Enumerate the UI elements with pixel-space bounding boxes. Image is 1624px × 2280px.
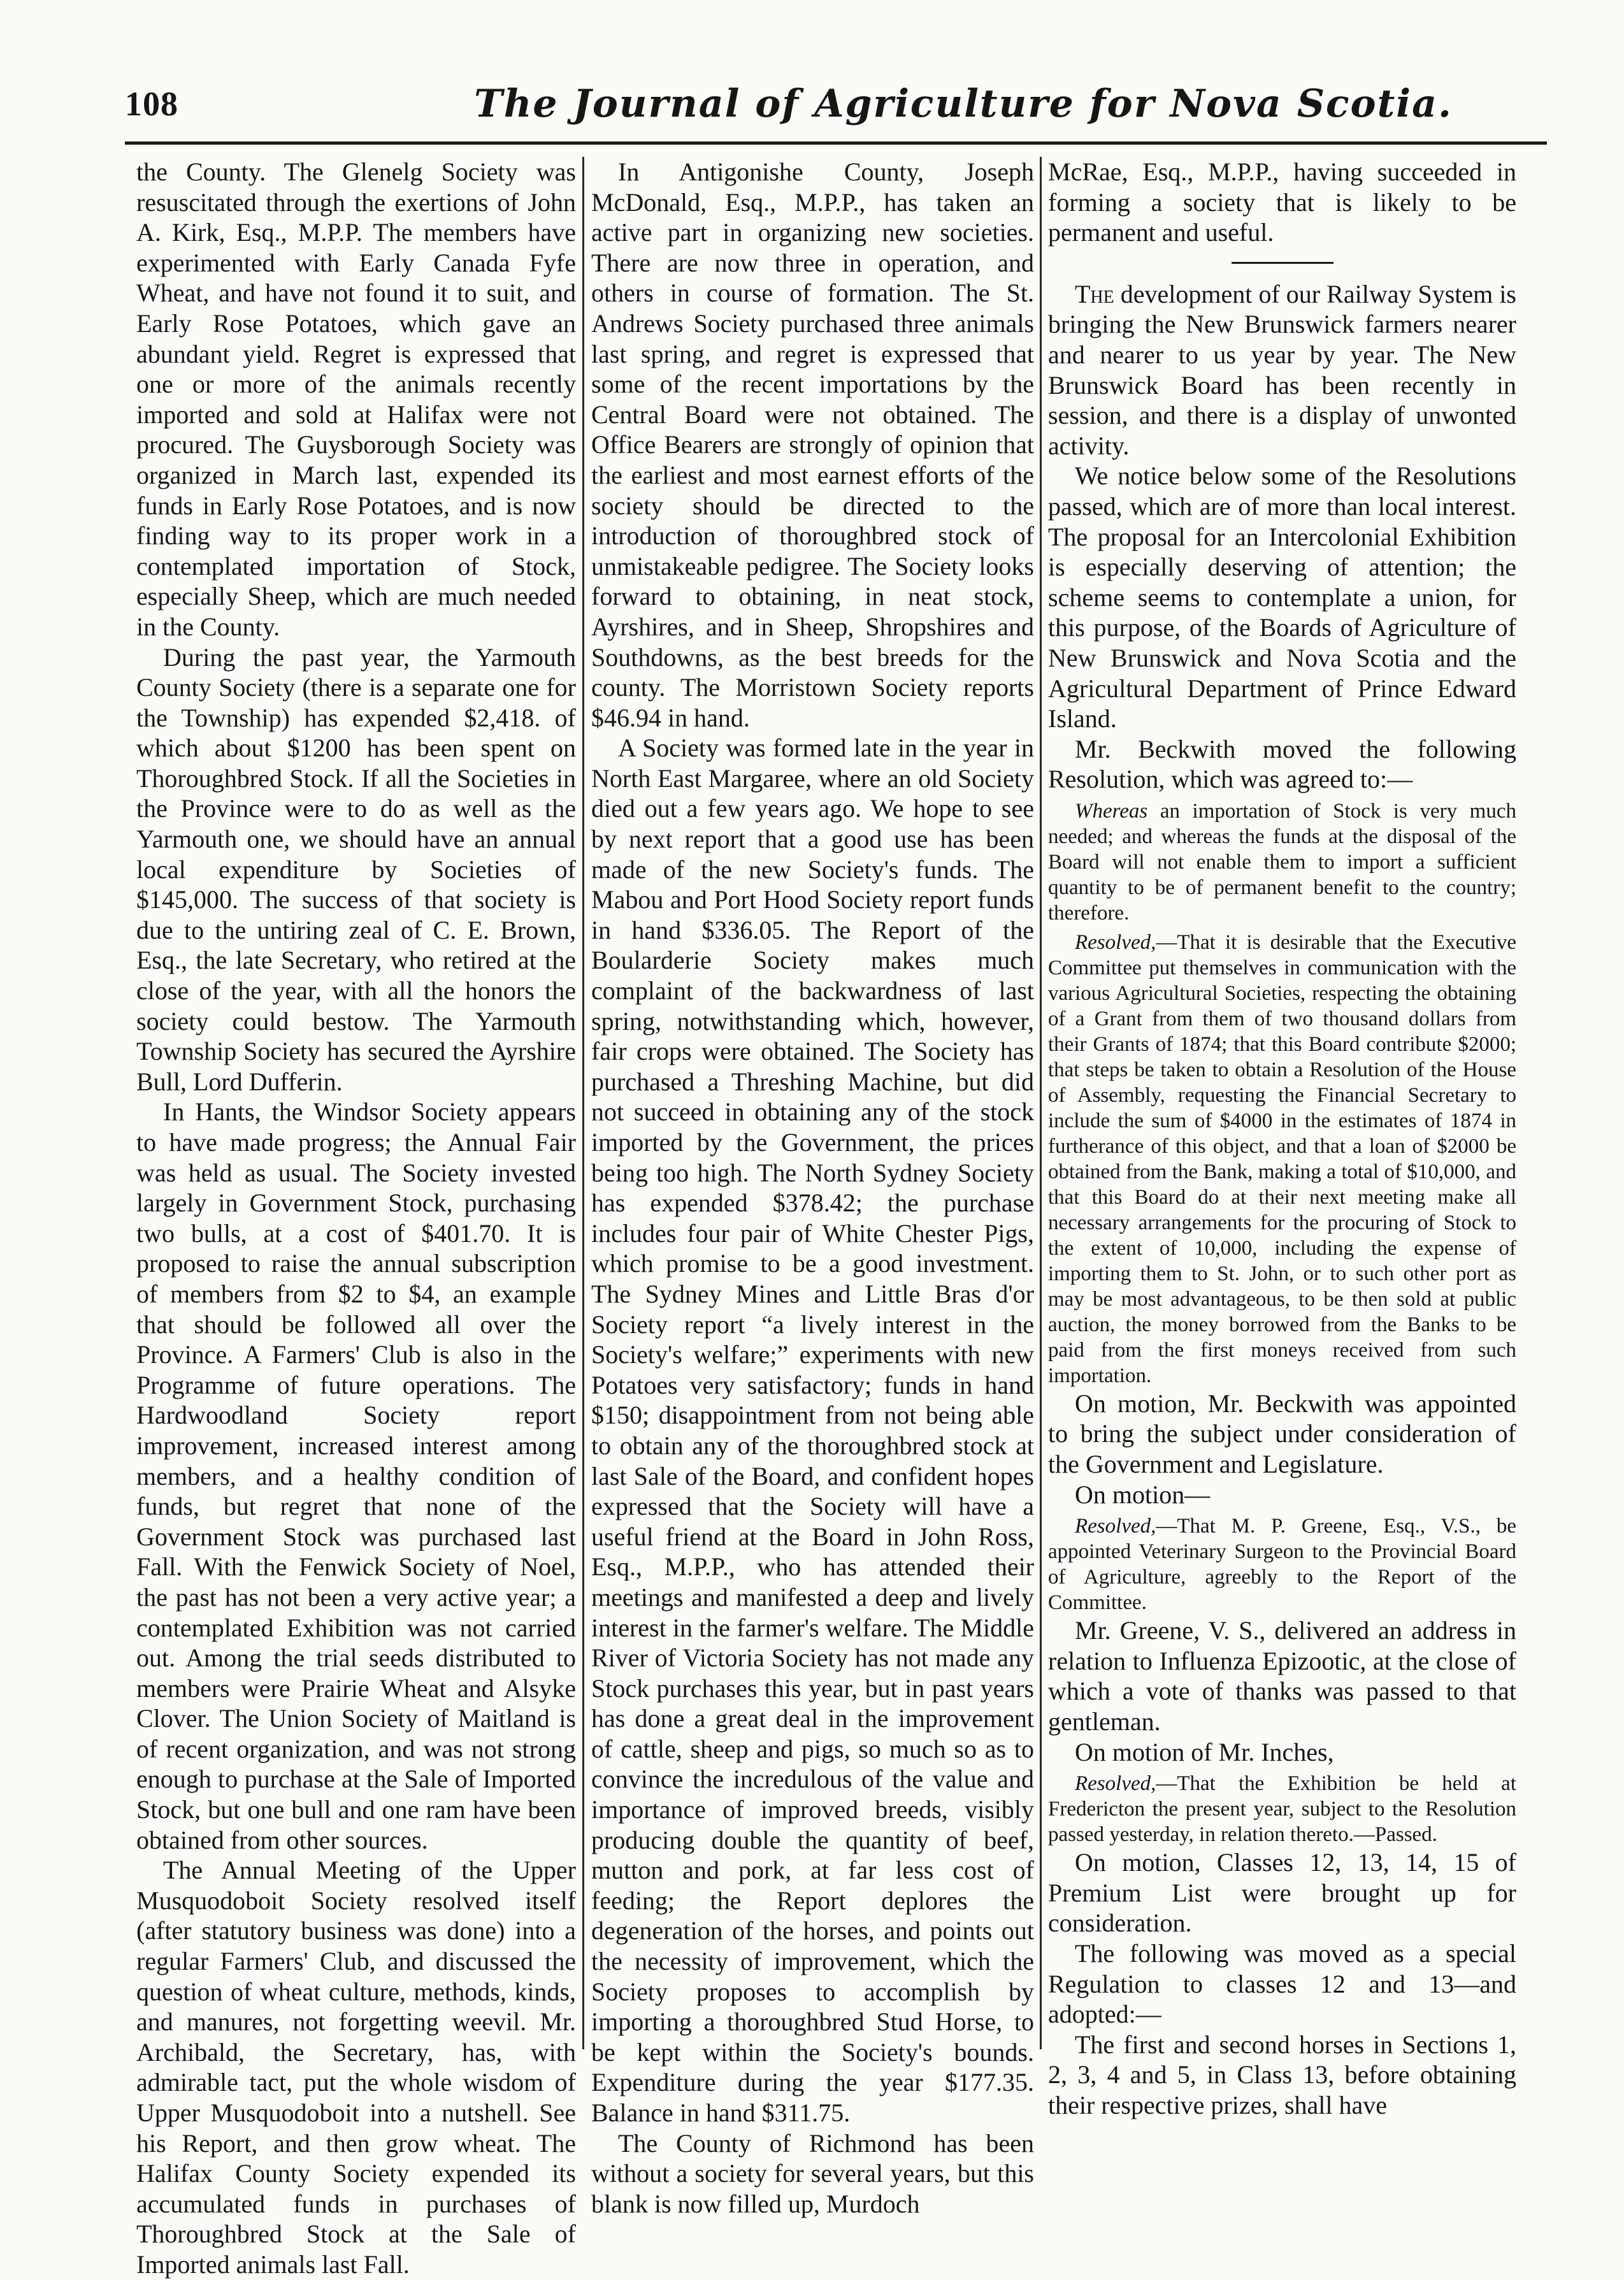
article-paragraph xyxy=(1048,1847,1516,1938)
article-paragraph xyxy=(1048,798,1516,926)
section-divider xyxy=(1232,262,1333,264)
paragraph-text: an importation of Stock is very much needed; and whereas the funds at the disposal of the Board will not enable them to import a sufficient quantity to be of permanent benefit to the country; therefore. xyxy=(1048,799,1516,925)
article-paragraph xyxy=(1048,1938,1516,2030)
running-title: The Journal of Agriculture for Nova Scotia. xyxy=(474,82,1453,126)
article-paragraph xyxy=(1048,1615,1516,1736)
article-paragraph xyxy=(1048,2030,1516,2121)
paragraph-text: the County. The Glenelg Society was resuscitated through the exertions of John A. Kirk, Esq., M.P.P. The members have experimented with Early Canada Fyfe Wheat, and have not found it to suit, and Early Rose Potatoes, which gave an abundant yield. Regret is expressed that one or more of the animals recently imported and sold at Halifax were not procured. The Guysborough Society was organized in March last, expended its funds in Early Rose Potatoes, and is now finding way to its proper work in a contemplated importation of Stock, especially Sheep, which are much needed in the County. xyxy=(136,157,576,641)
paragraph-text: —That the Exhibition be held at Fredericton the present year, subject to the Resolution passed yesterday, in relation thereto.—Passed. xyxy=(1048,1772,1516,1847)
paragraph-text: On motion— xyxy=(1075,1480,1211,1509)
paragraph-text: On motion of Mr. Inches, xyxy=(1075,1737,1334,1766)
article-paragraph xyxy=(136,642,576,1097)
column-3 xyxy=(1048,157,1516,2119)
article-paragraph xyxy=(136,1097,576,1855)
page-number: 108 xyxy=(125,85,178,123)
article-paragraph xyxy=(1048,1480,1516,1510)
paragraph-text: —That it is desirable that the Executive Committee put themselves in communication with the various Agricultural Societies, respecting the obtaining of a Grant from them of two thousand dollars from their Grants of 1874; that this Board contribute $2000; that steps be taken to obtain a Resolution of the House of Assembly, requesting the Financial Secretary to include the sum of $4000 in the estimates of 1874 in furtherance of this object, and that a loan of $2000 be obtained from the Bank, making a total of $10,000, and that this Board do at their next meeting make all necessary arrangements for the procuring of Stock to the extent of 10,000, including the expense of importing them to St. John, or to such other port as may be most advantageous, to be then sold at public auction, the money borrowed from the Banks to be paid from the first moneys received from such importation. xyxy=(1048,930,1516,1387)
column-divider-1 xyxy=(582,157,584,2049)
paragraph-text: We notice below some of the Resolutions passed, which are of more than local interest. The proposal for an Intercolonial Exhibition is especially deserving of attention; the scheme seems to contemplate a union, for this purpose, of the Boards of Agriculture of New Brunswick and Nova Scotia and the Agricultural Department of Prince Edward Island. xyxy=(1048,461,1516,733)
paragraph-text: In Hants, the Windsor Society appears to have made progress; the Annual Fair was held as usual. The Society invested largely in Government Stock, purchasing two bulls, at a cost of $401.70. It is proposed to raise the annual subscription of members from $2 to $4, an example that should be followed all over the Province. A Farmers' Club is also in the Programme of future operations. The Hardwoodland Society report improvement, increased interest among members, and a healthy condition of funds, but regret that none of the Government Stock was purchased last Fall. With the Fenwick Society of Noel, the past has not been a very active year; a contemplated Exhibition was not carried out. Among the trial seeds distributed to members were Prairie Wheat and Alsyke Clover. The Union Society of Maitland is of recent organization, and was not strong enough to purchase at the Sale of Imported Stock, but one bull and one ram have been obtained from other sources. xyxy=(136,1097,576,1854)
paragraph-text: On motion, Classes 12, 13, 14, 15 of Premium List were brought up for consideration. xyxy=(1048,1848,1516,1938)
article-paragraph xyxy=(1048,461,1516,733)
article-paragraph xyxy=(1048,930,1516,1389)
article-paragraph xyxy=(1048,1771,1516,1847)
paragraph-text: In Antigonishe County, Joseph McDonald, Esq., M.P.P., has taken an active part in organizing new societies. There are now three in operation, and others in course of formation. The St. Andrews Society purchased three animals last spring, and regret is expressed that some of the recent importations by the Central Board were not obtained. The Office Bearers are strongly of opinion that the earliest and most earnest efforts of the society should be directed to the introduction of thoroughbred stock of unmistakeable pedigree. The Society looks forward to obtaining, in neat stock, Ayrshires, and in Sheep, Shropshires and Southdowns, as the best breeds for the county. The Morristown Society reports $46.94 in hand. xyxy=(591,157,1034,732)
paragraph-text: The following was moved as a special Regulation to classes 12 and 13—and adopted:— xyxy=(1048,1939,1516,2029)
column-1 xyxy=(136,157,576,2279)
paragraph-text: Mr. Beckwith moved the following Resolution, which was agreed to:— xyxy=(1048,734,1516,794)
paragraph-text: On motion, Mr. Beckwith was appointed to bring the subject under consideration of the Government and Legislature. xyxy=(1048,1389,1516,1479)
lead-word: Resolved, xyxy=(1075,930,1156,954)
article-paragraph xyxy=(1048,1737,1516,1768)
column-divider-2 xyxy=(1040,157,1042,2049)
lead-word: Whereas xyxy=(1075,799,1148,823)
paragraph-text: development of our Railway System is bringing the New Brunswick farmers nearer and nearer to us year by year. The New Brunswick Board has been recently in session, and there is a display of unwonted activity. xyxy=(1048,279,1516,460)
paragraph-text: The County of Richmond has been without a society for several years, but this blank is now filled up, Murdoch xyxy=(591,2128,1034,2218)
article-paragraph xyxy=(136,1855,576,2279)
article-paragraph xyxy=(1048,279,1516,461)
paragraph-text: During the past year, the Yarmouth County Society (there is a separate one for the Township) has expended $2,418. of which about $1200 has been spent on Thoroughbred Stock. If all the Societies in the Province were to do as well as the Yarmouth one, we should have an annual local expenditure by Societies of $145,000. The success of that society is due to the untiring zeal of C. E. Brown, Esq., the late Secretary, who retired at the close of the year, with all the honors the society could bestow. The Yarmouth Township Society has secured the Ayrshire Bull, Lord Dufferin. xyxy=(136,642,576,1096)
paragraph-text: A Society was formed late in the year in North East Margaree, where an old Society died out a few years ago. We hope to see by next report that a good use has been made of the new Society's funds. The Mabou and Port Hood Society report funds in hand $336.05. The Report of the Boularderie Society makes much complaint of the backwardness of last spring, notwithstanding which, however, fair crops were obtained. The Society has purchased a Threshing Machine, but did not succeed in obtaining any of the stock imported by the Government, the prices being too high. The North Sydney Society has expended $378.42; the purchase includes four pair of White Chester Pigs, which promise to be a good investment. The Sydney Mines and Little Bras d'or Society report “a lively interest in the Society's welfare;” experiments with new Potatoes very satisfactory; funds in hand $150; disappointment from not being able to obtain any of the thoroughbred stock at last Sale of the Board, and confident hopes expressed that the Society will have a useful friend at the Board in John Ross, Esq., M.P.P., who has attended their meetings and manifested a deep and lively interest in the farmer's welfare. The Middle River of Victoria Society has not made any Stock purchases this year, but in past years has done a great deal in the improvement of cattle, sheep and pigs, so much so as to convince the incredulous of the value and importance of improved breeds, visibly producing double the quantity of beef, mutton and pork, at far less cost of feeding; the Report deplores the degeneration of the horses, and points out the necessity of improvement, which the Society proposes to accomplish by importing a thoroughbred Stud Horse, to be kept within the Society's bounds. Expenditure during the year $177.35. Balance in hand $311.75. xyxy=(591,733,1034,2127)
article-paragraph xyxy=(591,733,1034,2128)
lead-word: Resolved, xyxy=(1075,1772,1156,1796)
paragraph-text: Mr. Greene, V. S., delivered an address in relation to Influenza Epizootic, at the close of which a vote of thanks was passed to that gentleman. xyxy=(1048,1616,1516,1736)
article-paragraph xyxy=(591,157,1034,733)
paragraph-text: The Annual Meeting of the Upper Musquodoboit Society resolved itself (after statutory business was done) into a regular Farmers' Club, and discussed the question of wheat culture, methods, kinds, and manures, not forgetting weevil. Mr. Archibald, the Secretary, has, with admirable tact, put the whole wisdom of Upper Musquodoboit into a nutshell. See his Report, and then grow wheat. The Halifax County Society expended its accumulated funds in purchases of Thoroughbred Stock at the Sale of Imported animals last Fall. xyxy=(136,1856,576,2279)
lead-word: Resolved, xyxy=(1075,1515,1156,1538)
page-header xyxy=(125,82,1547,133)
paragraph-text: —That M. P. Greene, Esq., V.S., be appointed Veterinary Surgeon to the Provincial Board of Agriculture, agreebly to the Report of the Committee. xyxy=(1048,1515,1516,1615)
paragraph-text: McRae, Esq., M.P.P., having succeeded in forming a society that is likely to be permanent and useful. xyxy=(1048,157,1516,247)
article-paragraph xyxy=(1048,157,1516,248)
column-2 xyxy=(591,157,1034,2218)
article-paragraph xyxy=(1048,734,1516,795)
header-rule xyxy=(125,141,1547,145)
article-paragraph xyxy=(591,2128,1034,2219)
article-paragraph xyxy=(136,157,576,642)
lead-word: The xyxy=(1075,279,1114,308)
paragraph-text: The first and second horses in Sections 1, 2, 3, 4 and 5, in Class 13, before obtaining their respective prizes, shall have xyxy=(1048,2030,1516,2119)
article-paragraph xyxy=(1048,1389,1516,1480)
article-paragraph xyxy=(1048,1513,1516,1615)
